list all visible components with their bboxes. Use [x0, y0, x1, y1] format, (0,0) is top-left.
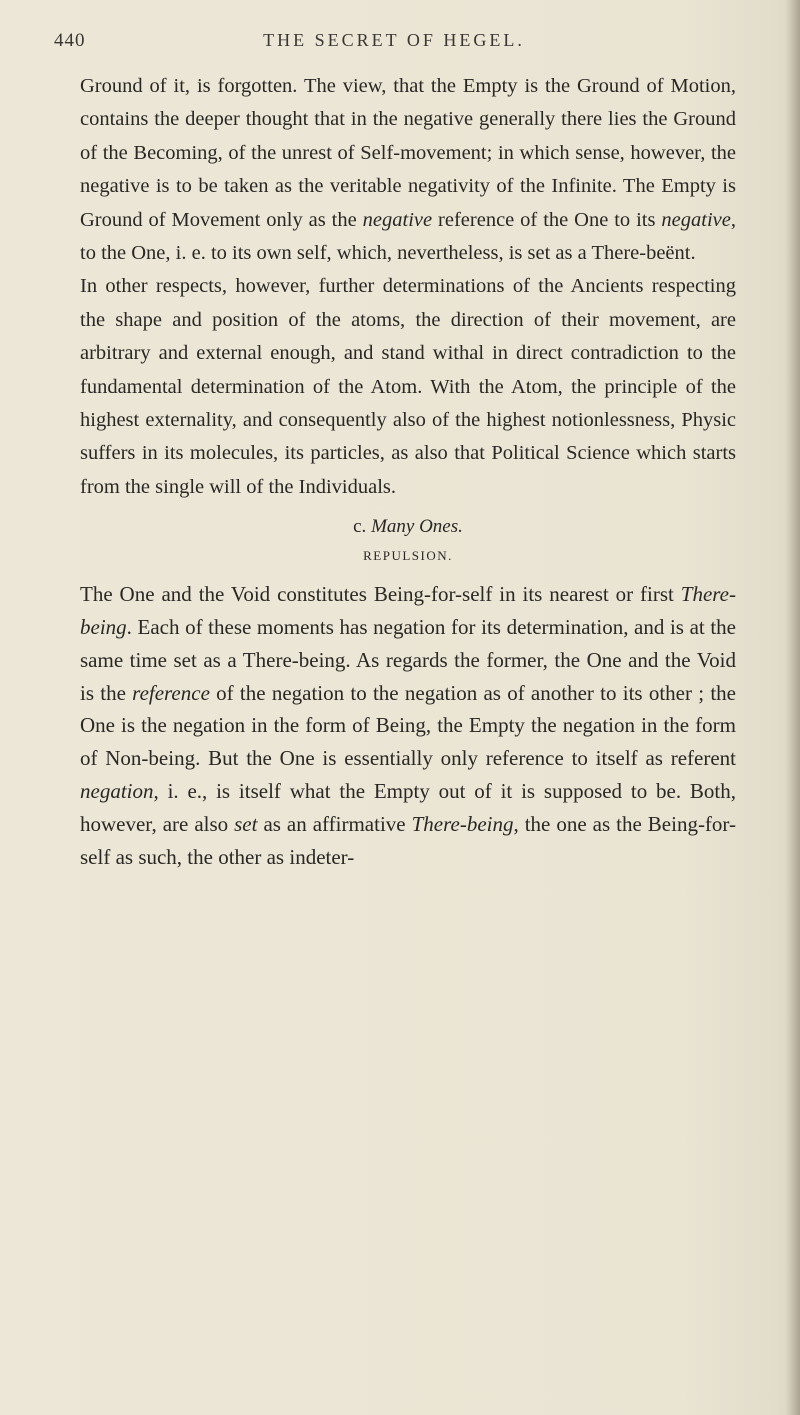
binding-edge: [786, 0, 800, 1415]
emphasis: negation: [80, 779, 154, 804]
emphasis: reference: [132, 680, 210, 705]
page-number: 440: [54, 30, 86, 51]
emphasis: set: [234, 811, 258, 836]
emphasis: There-being: [411, 811, 514, 836]
paragraph-1: Ground of it, is forgotten. The view, that the Empty is the Ground of Motion, contains the deeper thought that in the negative generally there lies the Ground of the Becoming, of the unrest of Self-movement; in which sense, however, the negative is to be taken as the veritable negativity of the Infinite. The Empty is Ground of Movement only as the negative reference of the One to its negative, to the One, i. e. to its own self, which, nevertheless, is set as a There-beënt.: [80, 75, 736, 265]
emphasis: negative: [661, 208, 731, 231]
page-header: [54, 30, 734, 60]
section-title: c. Many Ones.: [353, 516, 463, 538]
emphasis: There-being: [80, 582, 736, 640]
running-head: THE SECRET OF HEGEL.: [263, 30, 525, 50]
section-subtitle: REPULSION.: [363, 548, 453, 564]
body-text: [80, 70, 736, 873]
emphasis: negative: [362, 208, 433, 231]
paragraph-3: The One and the Void constitutes Being-for-self in its nearest or first There-being. Each of these moments has negation for its determination, and is at the same time set as a There-being. As regards the former, the One and the Void is the reference of the negation to the negation as of another to its other ; the One is the negation in the form of Being, the Empty the negation in the form of Non-being. But the One is essentially only reference to itself as referent negation, i. e., is itself what the Empty out of it is supposed to be. Both, however, are also set as an affirmative There-being, the one as the Being-for-self as such, the other as indeter-: [80, 582, 736, 869]
paragraph-2: In other respects, however, further determinations of the Ancients respecting the shape and position of the atoms, the direction of their movement, are arbitrary and external enough, and stand withal in direct contradiction to the fundamental determination of the Atom. With the Atom, the principle of the highest externality, and consequently also of the highest notionlessness, Physic suffers in its molecules, its particles, as also that Political Science which starts from the single will of the Individuals.: [80, 275, 736, 498]
